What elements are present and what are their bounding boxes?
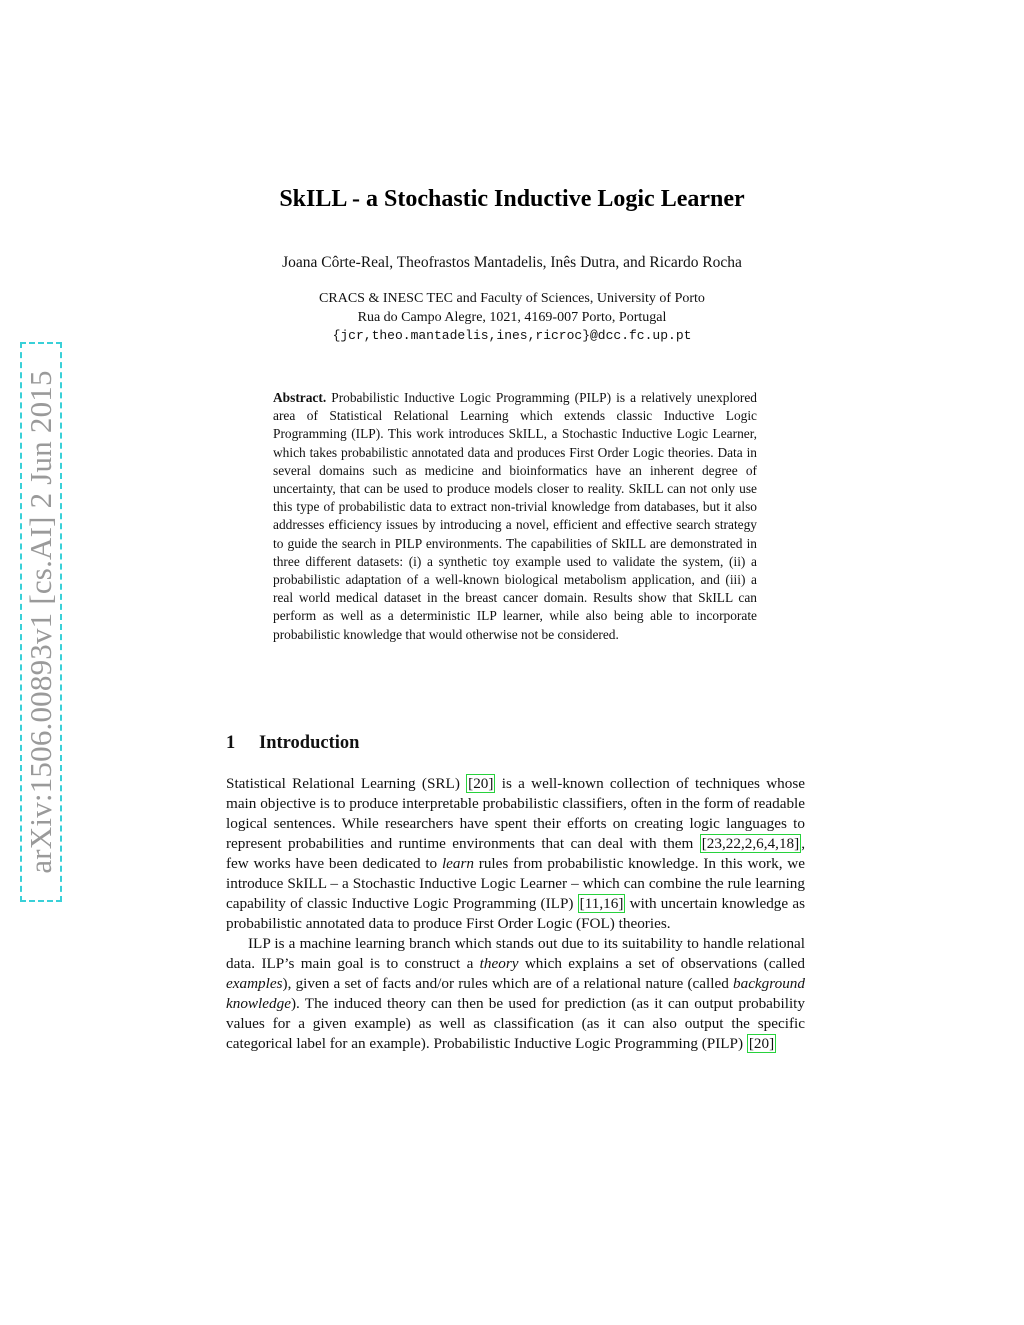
email-line: {jcr,theo.mantadelis,ines,ricroc}@dcc.fc.up.pt [332,328,692,343]
citation-link[interactable]: [20] [748,1035,775,1052]
author-list: Joana Côrte-Real, Theofrastos Mantadelis, Inês Dutra, and Ricardo Rocha [282,254,742,271]
citation-link[interactable]: [11,16] [579,895,624,912]
arxiv-stamp [20,342,62,902]
section-body [226,774,805,1054]
paragraph: ILP is a machine learning branch which stands out due to its suitability to handle relational data. ILP’s main goal is to construct a theory which explains a set of observations (called examples), given a set of facts and/or rules which are of a relational nature (called background knowledge). The induced theory can then be used for prediction (as it can output probability values for a given example) as well as classification (as it can also output the specific categorical label for an example). Probabilistic Inductive Logic Programming (PILP) [20] [226,935,806,1052]
paper-title: SkILL - a Stochastic Inductive Logic Learner [279,186,745,212]
affiliation-line: CRACS & INESC TEC and Faculty of Sciences, University of Porto [319,291,705,306]
abstract-label: Abstract. [273,390,327,405]
section-title: Introduction [259,733,360,753]
abstract-text: Probabilistic Inductive Logic Programming (PILP) is a relatively unexplored area of Statistical Relational Learning which extends classic Inductive Logic Programming (ILP). This work introduces SkILL, a Stochastic Inductive Logic Learner, which takes probabilistic annotated data and produces First Order Logic theories. Data in several domains such as medicine and bioinformatics have an inherent degree of uncertainty, that can be used to produce models closer to reality. SkILL can not only use this type of probabilistic data to extract non-trivial knowledge from databases, but it also addresses efficiency issues by introducing a novel, efficient and effective search strategy to guide the search in PILP environments. The capabilities of SkILL are demonstrated in three different datasets: (i) a synthetic toy example used to validate the system, (ii) a probabilistic adaptation of a well-known biological metabolism application, and (iii) a real world medical dataset in the breast cancer domain. Results show that SkILL can perform as well as a deterministic ILP learner, while also being able to incorporate probabilistic knowledge that would otherwise not be considered. [273,390,757,642]
affiliation-block [0,290,1024,346]
abstract [273,389,757,644]
arxiv-stamp-text: arXiv:1506.00893v1 [cs.AI] 2 Jun 2015 [23,370,58,874]
citation-link[interactable]: [20] [468,775,494,792]
citation-link[interactable]: [23,22,2,6,4,18] [701,835,800,852]
section-heading [226,733,359,754]
section-number: 1 [226,733,236,753]
paragraph: Statistical Relational Learning (SRL) [20] is a well-known collection of techniques whose main objective is to produce interpretable probabilistic classifiers, often in the form of readable logical sentences. While researchers have spent their efforts on creating logic languages to represent probabilities and runtime environments that can deal with them [23,22,2,6,4,18] , few works have been dedicated to learn rules from probabilistic knowledge. In this work, we introduce SkILL – a Stochastic Inductive Logic Learner – which can combine the rule learning capability of classic Inductive Logic Programming (ILP) [11,16] with uncertain knowledge as probabilistic annotated data to produce First Order Logic (FOL) theories. [226,775,805,932]
address-line: Rua do Campo Alegre, 1021, 4169-007 Porto, Portugal [357,309,667,325]
